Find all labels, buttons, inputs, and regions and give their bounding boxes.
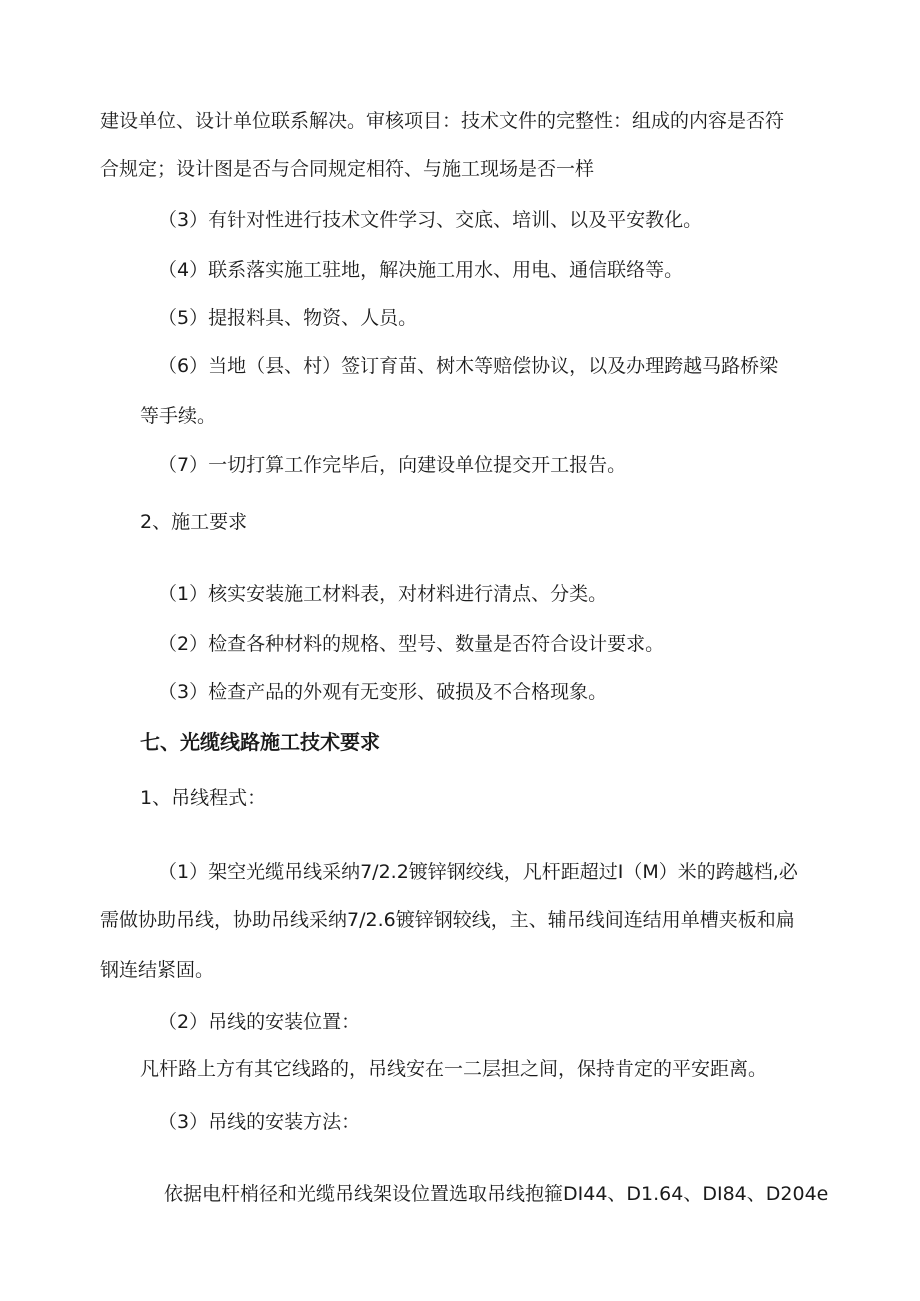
paragraph-line: 建设单位、设计单位联系解决。审核项目：技术文件的完整性：组成的内容是否符 [100, 110, 785, 132]
paragraph-line: 依据电杆梢径和光缆吊线架设位置选取吊线抱箍DI44、D1.64、DI84、D204e [164, 1183, 829, 1205]
list-item: （3）检查产品的外观有无变形、破损及不合格现象。 [158, 681, 608, 703]
list-item: （4）联系落实施工驻地，解决施工用水、用电、通信联络等。 [158, 259, 684, 281]
paragraph-line: 凡杆路上方有其它线路的，吊线安在一二层担之间，保持肯定的平安距离。 [140, 1058, 768, 1080]
list-item: （2）吊线的安装位置： [158, 1011, 361, 1033]
list-item: （1）核实安装施工材料表，对材料进行清点、分类。 [158, 583, 608, 605]
list-item: （3）吊线的安装方法： [158, 1111, 361, 1133]
list-item: （3）有针对性进行技术文件学习、交底、培训、以及平安教化。 [158, 209, 703, 231]
list-item-continuation: 等手续。 [140, 405, 217, 427]
section-heading: 2、施工要求 [140, 511, 248, 533]
chapter-heading: 七、光缆线路施工技术要求 [140, 730, 380, 754]
list-item: （7）一切打算工作完毕后，向建设单位提交开工报告。 [158, 454, 627, 476]
list-item: （5）提报料具、物资、人员。 [158, 307, 418, 329]
section-heading: 1、吊线程式： [140, 787, 267, 809]
list-item: （6）当地（县、村）签订育苗、树木等赔偿协议，以及办理跨越马路桥梁 [158, 355, 779, 377]
list-item: （2）检查各种材料的规格、型号、数量是否符合设计要求。 [158, 633, 665, 655]
paragraph-line: 钢连结紧固。 [100, 959, 215, 981]
paragraph-line: 合规定；设计图是否与合同规定相符、与施工现场是否一样 [100, 158, 595, 180]
paragraph-line: 需做协助吊线，协助吊线采纳7/2.6镀锌钢较线，主、辅吊线间连结用单槽夹板和扁 [100, 909, 795, 931]
list-item: （1）架空光缆吊线采纳7/2.2镀锌钢绞线，凡杆距超过I（M）米的跨越档,必 [158, 861, 798, 883]
